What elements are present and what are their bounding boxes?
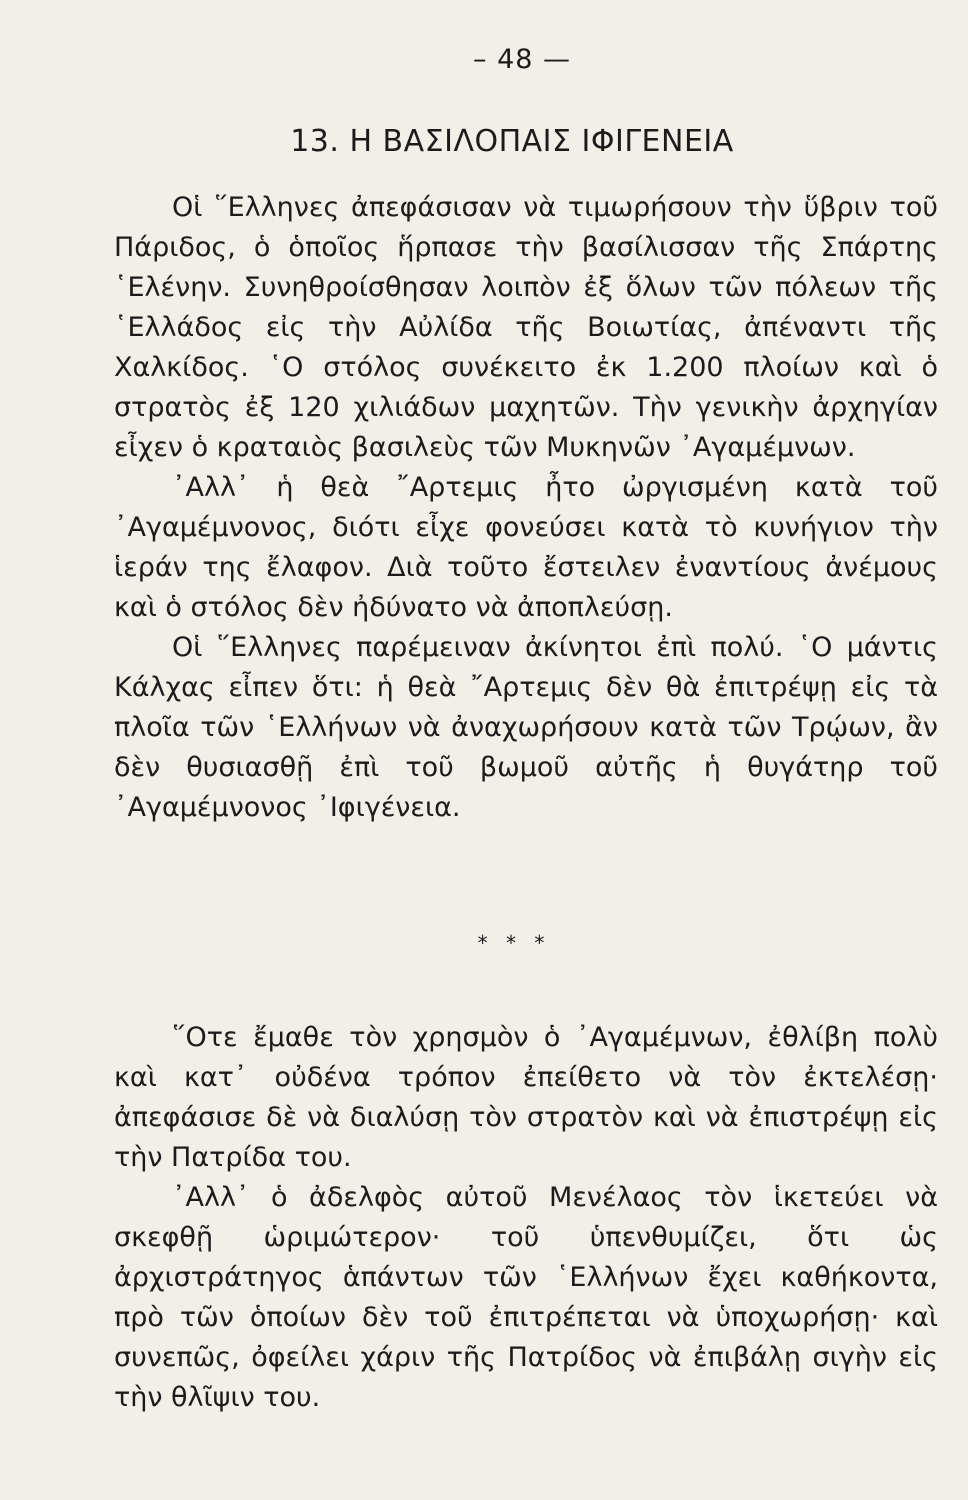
section-2 — [114, 1018, 938, 1418]
paragraph: Οἱ ῞Ελληνες παρέμειναν ἀκίνητοι ἐπὶ πολύ. ῾Ο μάντις Κάλχας εἶπεν ὅτι: ἡ θεὰ ῎Αρτεμις δὲν θὰ ἐπιτρέψῃ εἰς τὰ πλοῖα τῶν ῾Ελλήνων νὰ ἀναχωρήσουν κατὰ τῶν Τρῴων, ἂν δὲν θυσιασθῇ ἐπὶ τοῦ βωμοῦ αὐτῆς ἡ θυγάτηρ τοῦ ᾿Αγαμέμνονος ᾿Ιφιγένεια. — [114, 632, 938, 823]
paragraph: ῞Οτε ἔμαθε τὸν χρησμὸν ὁ ᾿Αγαμέμνων, ἐθλίβη πολὺ καὶ κατ᾿ οὐδένα τρόπον ἐπείθετο νὰ τὸν ἐκτελέσῃ· ἀπεφάσισε δὲ νὰ διαλύσῃ τὸν στρατὸν καὶ νὰ ἐπιστρέψῃ εἰς τὴν Πατρίδα του. — [114, 1022, 938, 1173]
section-separator: * * * — [477, 931, 551, 955]
paragraph: ᾿Αλλ᾿ ἡ θεὰ ῎Αρτεμις ἦτο ὠργισμένη κατὰ τοῦ ᾿Αγαμέμνονος, διότι εἶχε φονεύσει κατὰ τὸ κυνήγιον τὴν ἱεράν της ἔλαφον. Διὰ τοῦτο ἔστειλεν ἐναντίους ἀνέμους καὶ ὁ στόλος δὲν ἠδύνατο νὰ ἀποπλεύσῃ. — [114, 472, 938, 623]
paragraph: ᾿Αλλ᾿ ὁ ἀδελφὸς αὐτοῦ Μενέλαος τὸν ἱκετεύει νὰ σκεφθῇ ὡριμώτερον· τοῦ ὑπενθυμίζει, ὅτι ὡς ἀρχιστράτηγος ἁπάντων τῶν ῾Ελλήνων ἔχει καθήκοντα, πρὸ τῶν ὁποίων δὲν τοῦ ἐπιτρέπεται νὰ ὑποχωρήσῃ· καὶ συνεπῶς, ὀφείλει χάριν τῆς Πατρίδος νὰ ἐπιβάλῃ σιγὴν εἰς τὴν θλῖψιν του. — [114, 1182, 938, 1413]
chapter-title: 13. Η ΒΑΣΙΛΟΠΑΙΣ ΙΦΙΓΕΝΕΙΑ — [290, 124, 734, 159]
section-1 — [114, 188, 938, 828]
page-number: – 48 — — [472, 44, 572, 75]
paragraph: Οἱ ῞Ελληνες ἀπεφάσισαν νὰ τιμωρήσουν τὴν ὕβριν τοῦ Πάριδος, ὁ ὁποῖος ἥρπασε τὴν βασίλισσαν τῆς Σπάρτης ῾Ελένην. Συνηθροίσθησαν λοιπὸν ἐξ ὅλων τῶν πόλεων τῆς ῾Ελλάδος εἰς τὴν Αὐλίδα τῆς Βοιωτίας, ἀπέναντι τῆς Χαλκίδος. ῾Ο στόλος συνέκειτο ἐκ 1.200 πλοίων καὶ ὁ στρατὸς ἐξ 120 χιλιάδων μαχητῶν. Τὴν γενικὴν ἀρχηγίαν εἶχεν ὁ κραταιὸς βασιλεὺς τῶν Μυκηνῶν ᾿Αγαμέμνων. — [114, 192, 938, 463]
